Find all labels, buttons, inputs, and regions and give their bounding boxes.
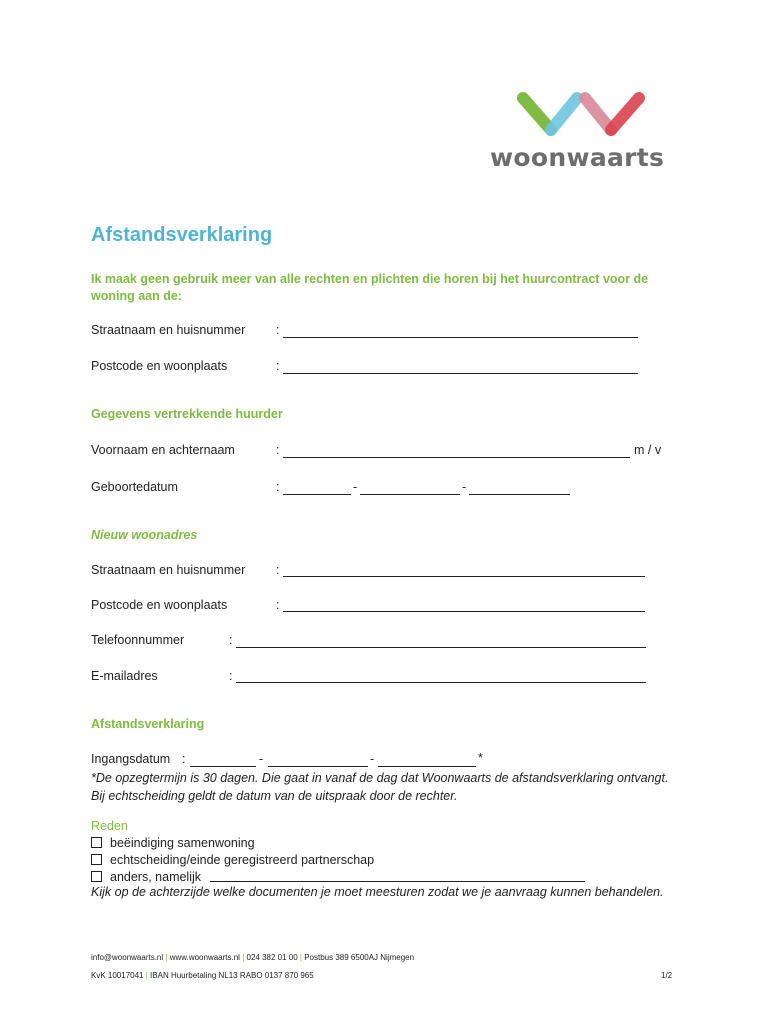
- colon: :: [276, 563, 280, 577]
- birth-year-field[interactable]: [469, 494, 570, 495]
- footer-iban: IBAN Huurbetaling NL13 RABO 0137 870 965: [150, 971, 314, 980]
- reden-option-echtscheiding[interactable]: [91, 852, 374, 868]
- divider: |: [145, 971, 148, 980]
- page-title: Afstandsverklaring: [91, 224, 273, 246]
- nieuw-postcode-field[interactable]: [283, 611, 645, 612]
- colon: :: [182, 752, 186, 766]
- divider: |: [165, 953, 168, 962]
- date-separator: -: [370, 752, 375, 766]
- birth-day-field[interactable]: [283, 494, 351, 495]
- phone-field[interactable]: [236, 647, 646, 648]
- email-field[interactable]: [236, 682, 646, 683]
- date-separator: -: [353, 480, 358, 494]
- reden-option-label: beëindiging samenwoning: [110, 836, 255, 850]
- birthdate-label: Geboortedatum: [91, 480, 178, 494]
- start-date-label: Ingangsdatum: [91, 752, 171, 766]
- checkbox-icon[interactable]: [91, 837, 102, 848]
- intro-text: Ik maak geen gebruik meer van alle rechten en plichten die horen bij het huurcontract voor de woning aan de:: [91, 272, 649, 303]
- footnote-marker: *: [478, 751, 483, 765]
- start-year-field[interactable]: [378, 766, 476, 767]
- colon: :: [276, 480, 280, 494]
- date-separator: -: [462, 480, 467, 494]
- colon: :: [229, 633, 233, 647]
- section-heading-verklaring: Afstandsverklaring: [91, 717, 205, 731]
- nieuw-street-label: Straatnaam en huisnummer: [91, 563, 246, 577]
- footer-kvk: KvK 10017041: [91, 971, 144, 980]
- colon: :: [276, 359, 280, 373]
- footer-phone: 024 382 01 00: [246, 953, 298, 962]
- documents-tip: Kijk op de achterzijde welke documenten je moet meesturen zodat we je aanvraag kunnen behandelen.: [91, 885, 664, 899]
- footer-website[interactable]: www.woonwaarts.nl: [169, 953, 240, 962]
- logo-wordmark: woonwaarts: [490, 143, 665, 172]
- colon: :: [276, 598, 280, 612]
- checkbox-icon[interactable]: [91, 854, 102, 865]
- opzegtermijn-note: *De opzegtermijn is 30 dagen. Die gaat in vanaf de dag dat Woonwaarts de afstandsverklaring ontvangt. Bij echtscheiding geldt de datum van de uitspraak door de rechter.: [91, 771, 669, 803]
- colon: :: [276, 323, 280, 337]
- colon: :: [276, 443, 280, 457]
- woning-street-field[interactable]: [283, 337, 638, 338]
- reden-option-label: echtscheiding/einde geregistreerd partnerschap: [110, 853, 375, 867]
- woning-street-label: Straatnaam en huisnummer: [91, 323, 246, 337]
- vertrekkende-name-label: Voornaam en achternaam: [91, 443, 235, 457]
- footer-postbus: Postbus 389 6500AJ Nijmegen: [304, 953, 415, 962]
- section-heading-reden: Reden: [91, 819, 128, 833]
- nieuw-street-field[interactable]: [283, 576, 645, 577]
- woning-postcode-field[interactable]: [283, 373, 638, 374]
- divider: |: [299, 953, 302, 962]
- page-number: 1/2: [661, 971, 673, 980]
- colon: :: [229, 669, 233, 683]
- vertrekkende-name-field[interactable]: [283, 457, 630, 458]
- woning-postcode-label: Postcode en woonplaats: [91, 359, 228, 373]
- anders-field[interactable]: [210, 881, 585, 882]
- reden-option-label: anders, namelijk: [110, 870, 202, 884]
- divider: |: [242, 953, 245, 962]
- footer-contact: [91, 953, 414, 962]
- footer-email[interactable]: info@woonwaarts.nl: [91, 953, 164, 962]
- reden-option-samenwoning[interactable]: [91, 835, 255, 851]
- checkbox-icon[interactable]: [91, 871, 102, 882]
- section-heading-vertrekkende: Gegevens vertrekkende huurder: [91, 407, 283, 421]
- section-heading-nieuw: Nieuw woonadres: [91, 528, 198, 542]
- footer-registration: [91, 971, 314, 980]
- start-day-field[interactable]: [190, 766, 256, 767]
- birth-month-field[interactable]: [360, 494, 460, 495]
- date-separator: -: [259, 752, 264, 766]
- start-month-field[interactable]: [268, 766, 368, 767]
- woonwaarts-logo-icon: [515, 90, 650, 140]
- phone-label: Telefoonnummer: [91, 633, 185, 647]
- nieuw-postcode-label: Postcode en woonplaats: [91, 598, 228, 612]
- gender-label[interactable]: m / v: [634, 443, 662, 457]
- email-label: E-mailadres: [91, 669, 158, 683]
